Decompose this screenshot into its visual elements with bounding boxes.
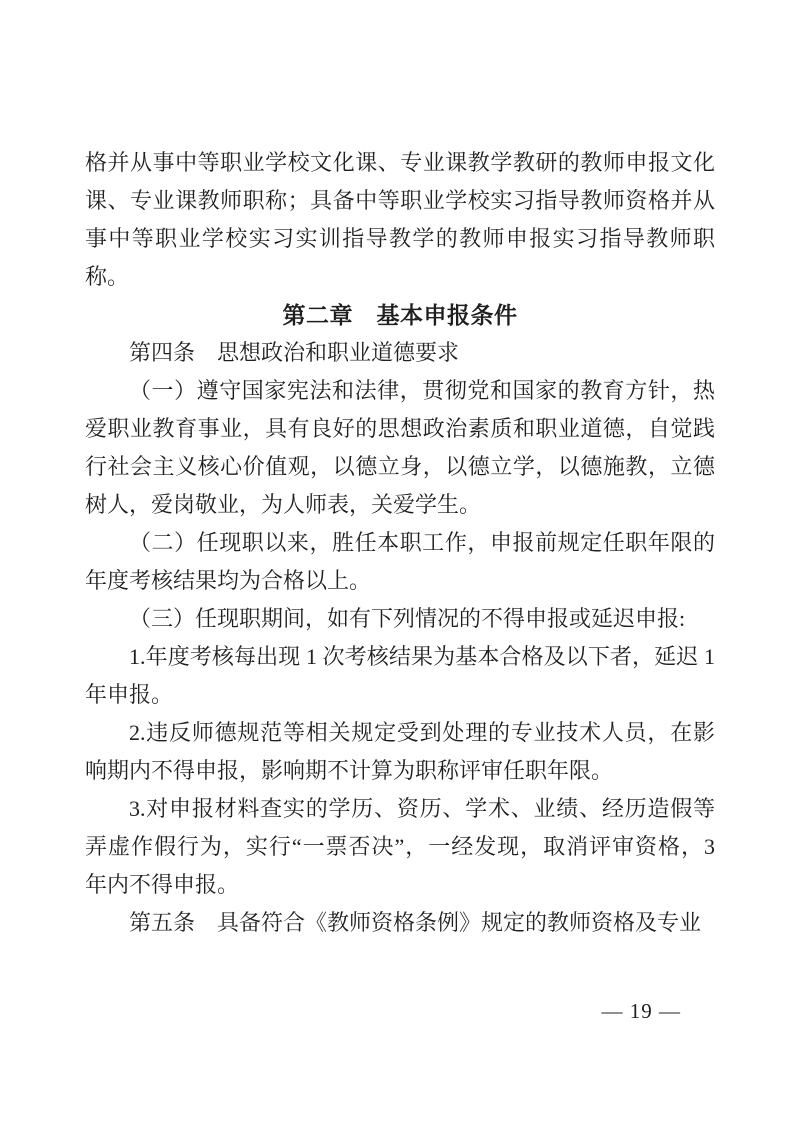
- document-body: [85, 144, 715, 942]
- clause-3: （三）任现职期间，如有下列情况的不得申报或延迟申报:: [129, 606, 686, 631]
- article-5-number: 第五条: [129, 910, 196, 935]
- page-number: — 19 —: [601, 999, 681, 1023]
- chapter-heading: 第二章 基本申报条件: [282, 302, 518, 328]
- article-4-heading: [85, 334, 715, 372]
- paragraph-continuation: 格并从事中等职业学校文化课、专业课教学教研的教师申报文化课、专业课教师职称；具备中等职业学校实习指导教师资格并从事中等职业学校实习实训指导教学的教师申报实习指导教师职称。: [85, 150, 715, 289]
- item-2: 2.违反师德规范等相关规定受到处理的专业技术人员，在影响期内不得申报，影响期不计算为职称评审任职年限。: [85, 720, 715, 783]
- clause-2: （二）任现职以来，胜任本职工作，申报前规定任职年限的年度考核结果均为合格以上。: [85, 530, 715, 593]
- clause-1: （一）遵守国家宪法和法律，贯彻党和国家的教育方针，热爱职业教育事业，具有良好的思想政治素质和职业道德，自觉践行社会主义核心价值观，以德立身，以德立学，以德施教，立德树人，爱岗敬业，为人师表，关爱学生。: [85, 378, 715, 517]
- article-4-number: 第四条: [129, 340, 196, 365]
- article-5-heading: [85, 904, 715, 942]
- article-5-text: 具备符合《教师资格条例》规定的教师资格及专业: [217, 910, 702, 935]
- item-3: 3.对申报材料查实的学历、资历、学术、业绩、经历造假等弄虚作假行为，实行“一票否决”，一经发现，取消评审资格，3 年内不得申报。: [85, 796, 715, 897]
- article-4-title: 思想政治和职业道德要求: [217, 340, 460, 365]
- item-1: 1.年度考核每出现 1 次考核结果为基本合格及以下者，延迟 1 年申报。: [85, 644, 715, 707]
